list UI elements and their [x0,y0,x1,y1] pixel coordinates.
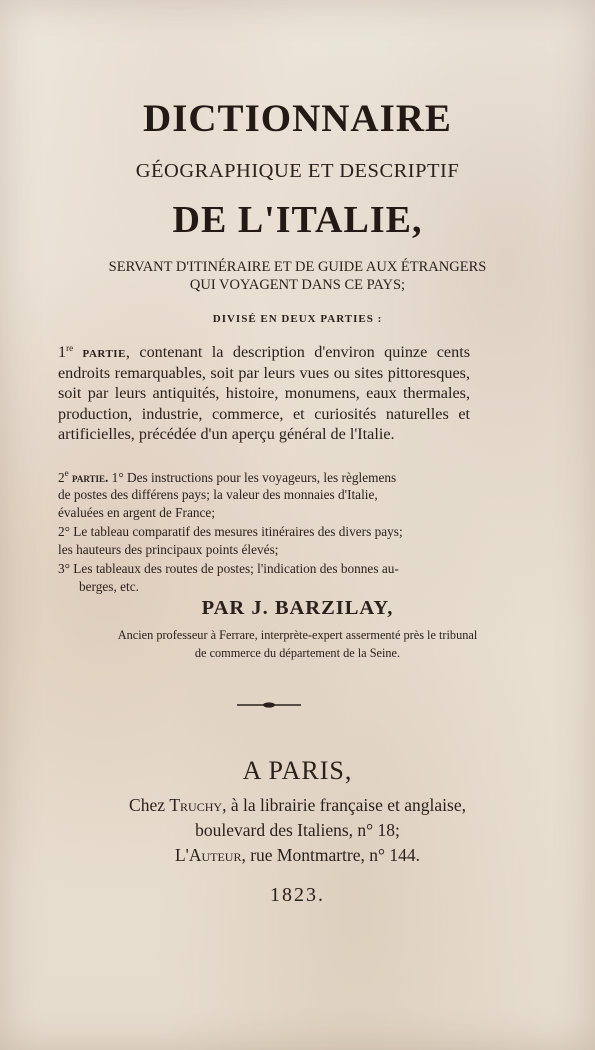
imprint-line-3 [0,845,595,866]
part-two-line-3: évaluées en argent de France; [58,505,216,520]
imprint-author-label: Auteur [188,845,242,865]
author-name: PAR J. BARZILAY, [201,597,394,619]
title-line-geographique: GÉOGRAPHIQUE ET DESCRIPTIF [135,160,460,182]
part-two-text-1: 1° Des instructions pour les voyageurs, les règlemens [111,470,397,485]
subtitle-line-2: QUI VOYAGENT DANS CE PAYS; [189,277,406,293]
part-two-line-1 [58,468,470,486]
author-description-2: de commerce du département de la Seine. [194,646,401,660]
part-one-description [58,338,470,445]
divise-heading: DIVISÉ EN DEUX PARTIES : [212,313,383,325]
title-line-italie: DE L'ITALIE, [172,199,423,241]
imprint-line-3-pre: L' [174,845,189,865]
part-two-superscript: e [64,468,69,478]
part-two-line-5: les hauteurs des principaux points élevés; [58,542,279,557]
imprint-line-1-post: , à la librairie française et anglaise, [222,795,466,815]
part-two-line-2: de postes des différens pays; la valeur des monnaies d'Italie, [58,487,378,502]
part-two-number: 2 [58,470,65,485]
imprint-line-1-pre: Chez [129,795,170,815]
imprint-line-2: boulevard des Italiens, n° 18; [195,820,400,840]
author-description-1: Ancien professeur à Ferrare, interprète-expert assermenté près le tribunal [117,628,478,642]
part-one-superscript: re [66,343,74,353]
part-two-line-6: 3° Les tableaux des routes de postes; l'indication des bonnes au- [58,561,399,576]
imprint-line-1 [0,795,595,816]
imprint-city: A PARIS, [242,756,353,785]
imprint-line-3-post: , rue Montmartre, n° 144. [241,845,421,865]
title-line-dictionnaire: DICTIONNAIRE [143,97,452,140]
ornamental-divider [236,701,302,709]
part-one-label: partie [82,343,126,361]
part-two-line-7: berges, etc. [79,579,139,594]
publication-year: 1823. [270,884,325,906]
part-one-number: 1 [58,343,67,361]
part-two-line-4: 2° Le tableau comparatif des mesures itinéraires des divers pays; [58,524,403,539]
part-two-label: partie. [71,470,109,485]
part-one-text: , contenant la description d'environ quinze cents endroits remarquables, soit par leurs vues ou sites pittoresques, soit par leurs antiquités, histoire, monumens, eaux thermales, production, industrie, commerce, et curiosités naturelles et artificielles, précédée d'un aperçu général de l'Italie. [58,343,471,444]
subtitle-line-1: SERVANT D'ITINÉRAIRE ET DE GUIDE AUX ÉTRANGERS [108,259,487,275]
publisher-name: Truchy [169,795,223,815]
